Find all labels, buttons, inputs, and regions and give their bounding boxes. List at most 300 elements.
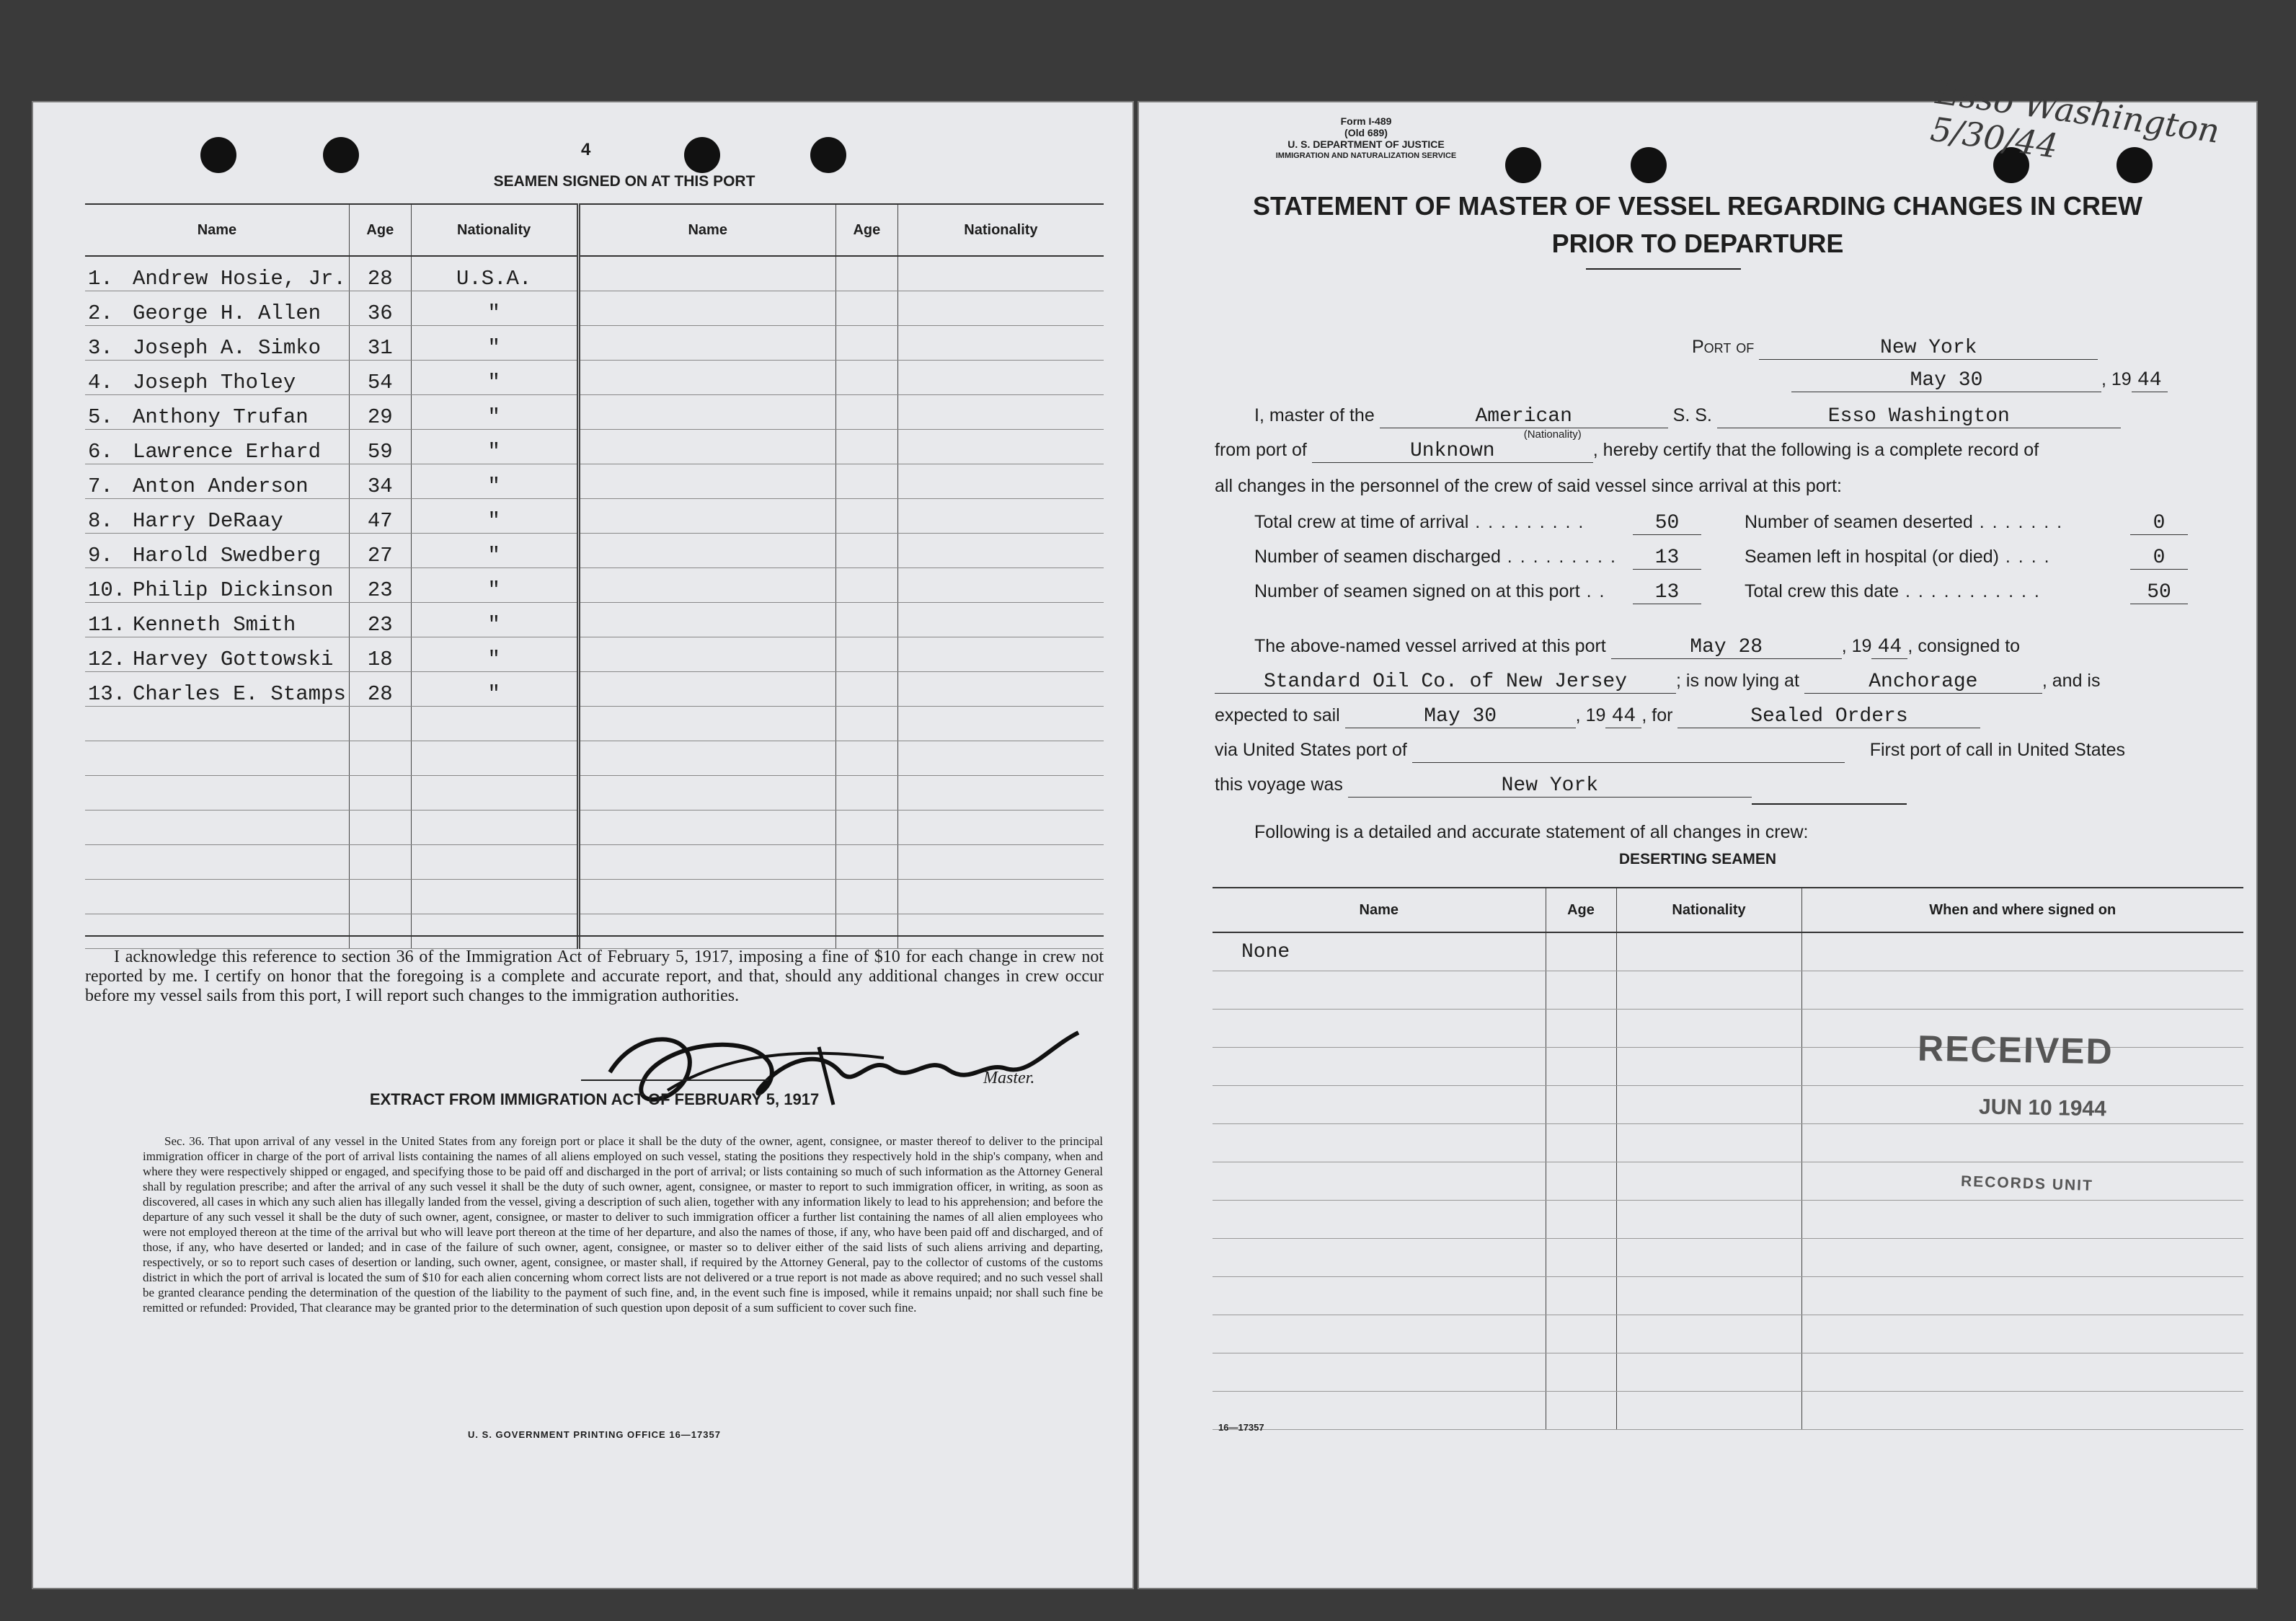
seaman-name-text: George H. Allen: [133, 301, 322, 325]
seaman-age-2: [835, 361, 897, 395]
des-age: [1546, 1010, 1616, 1048]
seaman-name: [85, 568, 349, 603]
des-signed-on: [1801, 1239, 2243, 1277]
row-number: 2.: [88, 301, 113, 325]
via-label: via United States port of: [1215, 740, 1407, 760]
seaman-age: [349, 880, 411, 914]
seaman-age: 59: [349, 430, 411, 464]
des-age: [1546, 971, 1616, 1010]
seaman-nationality: [411, 880, 578, 914]
seaman-age-2: [835, 603, 897, 637]
seaman-nationality-2: [897, 741, 1104, 776]
seaman-age-2: [835, 395, 897, 430]
first-port-label: First port of call in United States: [1869, 740, 2126, 760]
seaman-age: 28: [349, 256, 411, 291]
seaman-name-2: [578, 637, 835, 672]
seaman-age: [349, 741, 411, 776]
deserting-table: [1213, 887, 2243, 1430]
seaman-nationality-2: [897, 707, 1104, 741]
row-number: 3.: [88, 336, 113, 360]
table-row: [1213, 1277, 2243, 1315]
des-nationality: [1616, 1086, 1801, 1124]
seaman-name: [85, 741, 349, 776]
seaman-name: [85, 603, 349, 637]
deserted-label: Number of seamen deserted: [1745, 512, 1973, 532]
des-nationality: [1616, 1392, 1801, 1430]
seaman-name: [85, 326, 349, 361]
form-old-number: (Old 689): [1344, 127, 1388, 138]
seaman-age: 54: [349, 361, 411, 395]
seaman-nationality-2: [897, 534, 1104, 568]
extract-text: Sec. 36. That upon arrival of any vessel in the United States from any foreign port or place it shall be the duty of the owner, agent, consignee, or master thereof to deliver to the principal immigration officer in charge of the port of arrival lists containing the names of all aliens employed on such vessel, stating the positions they respectively hold in the ship's company, when and where they were respectively shipped or engaged, and specifying those to be paid off and discharged in the port of arrival; or lists containing so much of such information as the Attorney General shall by regulation prescribe; and after the arrival of any such vessel it shall be the duty of such owner, agent, consignee, or master to report to such immigration officer, in writing, as soon as discovered, all cases in which any such alien has illegally landed from the vessel, giving a description of such alien, together with any information likely to lead to his apprehension; and before the departure of any such vessel it shall be the duty of such owner, agent, consignee, or master to deliver to such immigration officer a further list containing the names of all alien employees who were not employed thereon at the time of the arrival but who will leave port thereon at the time of her departure, and also the names of those, if any, who have been paid off and discharged, and of those, if any, who have deserted or landed; and in case of the failure of such owner, agent, consignee, or master so to deliver either of the said lists of such aliens arriving and departing, respectively, or so to report such cases of desertion or landing, such owner, agent, consignee, or master shall, if required by the Attorney General, pay to the collector of customs of the customs district in which the port of arrival is located the sum of $10 for each alien concerning whom correct lists are not delivered or a true report is not made as above required; and no such vessel shall be granted clearance pending the determination of the question of the liability to the payment of such fine, and, in the event such fine is imposed, while it remains unpaid; nor shall such fine be remitted or refunded: Provided, That clearance may be granted prior to the determination of such question upon deposit of a sum sufficient to cover such fine.: [143, 1134, 1103, 1315]
arrived-year-prefix: 19: [1851, 636, 1872, 656]
seaman-age-2: [835, 637, 897, 672]
seaman-name-2: [578, 776, 835, 810]
seaman-name: [85, 914, 349, 949]
seaman-nationality-2: [897, 880, 1104, 914]
seaman-nationality-2: [897, 326, 1104, 361]
form-number: Form I-489: [1340, 115, 1392, 127]
seaman-name-2: [578, 499, 835, 534]
des-col-signed-on: When and where signed on: [1801, 888, 2243, 932]
seaman-nationality: [411, 707, 578, 741]
seaman-age-2: [835, 776, 897, 810]
des-age: [1546, 1124, 1616, 1162]
table-row: [85, 534, 1104, 568]
des-age: [1546, 1392, 1616, 1430]
date-value: May 30: [1791, 369, 2101, 392]
table-row: [85, 326, 1104, 361]
col-header-name-2: Name: [578, 204, 835, 256]
des-name: [1213, 1353, 1546, 1392]
row-number: 7.: [88, 474, 113, 498]
seaman-name-text: Harvey Gottowski: [133, 648, 334, 671]
deserting-title: DESERTING SEAMEN: [1618, 851, 1777, 867]
year-prefix: 19: [2111, 369, 2132, 389]
right-page: Form I-489 (Old 689) U. S. DEPARTMENT OF JUSTICE IMMIGRATION AND NATURALIZATION SERVICE Esso Washington 5/30/44 STATEMENT OF MASTER OF VESSEL REGARDING CHANGES IN CREW PRIOR TO DEPARTURE Port of New York May 30 , 19 44 I, master of the American (Nationality) S. S. Esso Washington from port of Unknown , hereby certify that the following is a complete record of all changes in the personnel of the crew of said vessel since arrival at this port: Total crew at time of arrival . . . . . . . . . 50 Number of seamen discharged . . . . . . . . . 13 Number of seamen signed on at this port . . 13 Number of seamen deserted . . . . . . . 0 Seamen left in hospital (or died) . . . . 0 Total crew this date . . . . . . . . . . . 50 The above-named vessel arrived at this port May 28 , 19 44 , consigned to Standard Oil Co. of New Jersey ; is now lying at Anchorage , and is expected to sail May 30 , 19 44 , for Sealed Orders via United States port of First port of call in United States this voyage was New York Following is a detailed and accurate statement of all changes in crew: DESERTING SEAMEN Name Age Nationality When and where signed on None RECEIVED JUN 10 1944 RECORDS UNIT 16—17357: [1138, 101, 2258, 1589]
for-label: , for: [1641, 705, 1673, 725]
seaman-name-2: [578, 810, 835, 845]
seaman-nationality-2: [897, 361, 1104, 395]
seaman-nationality-2: [897, 464, 1104, 499]
des-col-age: Age: [1546, 888, 1616, 932]
table-row: [85, 707, 1104, 741]
des-name: [1213, 1315, 1546, 1353]
row-number: 10.: [88, 578, 126, 602]
seaman-name-2: [578, 326, 835, 361]
seaman-nationality-2: [897, 395, 1104, 430]
seaman-name-2: [578, 464, 835, 499]
table-row: [1213, 1315, 2243, 1353]
table-row: [85, 568, 1104, 603]
seaman-name-2: [578, 291, 835, 326]
stamp-unit: RECORDS UNIT: [1960, 1172, 2094, 1195]
seaman-nationality: ": [411, 637, 578, 672]
col-header-nationality: Nationality: [411, 204, 578, 256]
arrived-value: May 28: [1611, 636, 1842, 659]
and-is-label: , and is: [2042, 671, 2101, 691]
des-signed-on: [1801, 1315, 2243, 1353]
table-row: [85, 395, 1104, 430]
table-row: [85, 741, 1104, 776]
col-header-age-2: Age: [835, 204, 897, 256]
seaman-nationality: ": [411, 326, 578, 361]
left-page-title: SEAMEN SIGNED ON AT THIS PORT: [493, 173, 755, 190]
row-number: 9.: [88, 544, 113, 567]
seaman-nationality: ": [411, 603, 578, 637]
seaman-nationality-2: [897, 672, 1104, 707]
des-signed-on: [1801, 1392, 2243, 1430]
total-crew-arrival: 50: [1633, 512, 1701, 535]
seaman-age-2: [835, 464, 897, 499]
seaman-name-2: [578, 603, 835, 637]
punch-hole: [1505, 147, 1541, 183]
total-today-label: Total crew this date: [1745, 581, 1899, 601]
des-signed-on: [1801, 1124, 2243, 1162]
punch-hole: [323, 137, 359, 173]
seaman-age: [349, 914, 411, 949]
seaman-name-2: [578, 361, 835, 395]
total-crew-arrival-label: Total crew at time of arrival: [1254, 512, 1469, 532]
seaman-nationality: ": [411, 291, 578, 326]
expected-label: expected to sail: [1215, 705, 1340, 725]
des-nationality: [1616, 1124, 1801, 1162]
certify-text: , hereby certify that the following is a complete record of: [1592, 440, 2039, 460]
left-page: [32, 101, 1134, 1589]
port-value: New York: [1759, 337, 2098, 360]
from-port-value: Unknown: [1312, 440, 1593, 463]
seaman-name: [85, 256, 349, 291]
seaman-age: 36: [349, 291, 411, 326]
seaman-age-2: [835, 291, 897, 326]
table-row: [1213, 1239, 2243, 1277]
table-row: [1213, 1353, 2243, 1392]
nationality-value: [1380, 405, 1668, 441]
form-header: [1247, 115, 1485, 162]
year-value: 44: [2132, 369, 2168, 392]
row-number: 8.: [88, 509, 113, 533]
des-age: [1546, 1239, 1616, 1277]
seaman-name: [85, 845, 349, 880]
des-nationality: [1616, 1277, 1801, 1315]
des-name: [1213, 1048, 1546, 1086]
seaman-name-2: [578, 914, 835, 949]
seaman-name-text: Lawrence Erhard: [133, 440, 322, 464]
seaman-age-2: [835, 810, 897, 845]
seaman-nationality: ": [411, 568, 578, 603]
des-col-name: Name: [1213, 888, 1546, 932]
des-name: [1213, 1239, 1546, 1277]
seaman-nationality: [411, 845, 578, 880]
seaman-nationality-2: [897, 291, 1104, 326]
des-nationality: [1616, 932, 1801, 971]
seaman-age: [349, 810, 411, 845]
seaman-name: [85, 464, 349, 499]
seaman-nationality: [411, 810, 578, 845]
des-name: [1213, 1162, 1546, 1201]
seaman-nationality: ": [411, 430, 578, 464]
des-nationality: [1616, 1353, 1801, 1392]
des-age: [1546, 1201, 1616, 1239]
row-number: 13.: [88, 682, 126, 706]
seaman-age-2: [835, 430, 897, 464]
table-row: [85, 603, 1104, 637]
table-row: [85, 464, 1104, 499]
table-row: [85, 499, 1104, 534]
right-footer: 16—17357: [1218, 1422, 1264, 1433]
seaman-age: 23: [349, 568, 411, 603]
seaman-name-2: [578, 534, 835, 568]
table-row: [85, 776, 1104, 810]
form-title: [1139, 187, 2256, 262]
des-nationality: [1616, 1048, 1801, 1086]
seaman-nationality: [411, 741, 578, 776]
consigned-label: , consigned to: [1907, 636, 2021, 656]
seaman-name-text: Anthony Trufan: [133, 405, 309, 429]
seaman-age: [349, 776, 411, 810]
expected-year: 44: [1605, 705, 1641, 728]
stamp-date: JUN 10 1944: [1978, 1095, 2107, 1121]
punch-hole: [684, 137, 720, 173]
via-value: [1412, 740, 1845, 763]
table-row: [85, 914, 1104, 949]
des-name: [1213, 1201, 1546, 1239]
master-prefix: I, master of the: [1254, 405, 1375, 425]
seaman-nationality: ": [411, 499, 578, 534]
department: U. S. DEPARTMENT OF JUSTICE: [1287, 138, 1445, 150]
seaman-name: [85, 810, 349, 845]
des-name: [1213, 971, 1546, 1010]
seaman-nationality: [411, 776, 578, 810]
row-number: 5.: [88, 405, 113, 429]
seaman-age-2: [835, 499, 897, 534]
des-signed-on: [1801, 1201, 2243, 1239]
seaman-age: 31: [349, 326, 411, 361]
des-signed-on: [1801, 1353, 2243, 1392]
des-age: [1546, 1353, 1616, 1392]
table-row: [85, 880, 1104, 914]
col-header-name: Name: [85, 204, 349, 256]
punch-hole: [200, 137, 236, 173]
seaman-name-2: [578, 430, 835, 464]
changes-text: all changes in the personnel of the crew of said vessel since arrival at this port:: [1215, 476, 1842, 496]
seaman-age-2: [835, 568, 897, 603]
seaman-name: [85, 499, 349, 534]
arrived-year: 44: [1871, 636, 1907, 659]
port-label: Port of: [1692, 337, 1755, 357]
seaman-name-2: [578, 741, 835, 776]
des-signed-on: [1801, 1277, 2243, 1315]
des-age: [1546, 1277, 1616, 1315]
acknowledgement-text: I acknowledge this reference to section 36 of the Immigration Act of February 5, 1917, imposing a fine of $10 for each change in crew not reported by me. I certify on honor that the foregoing is a complete and accurate report, and that, should any additional changes in crew occur before my vessel sails from this port, I will report such changes to the immigration authorities.: [85, 948, 1104, 1005]
seaman-name: [85, 361, 349, 395]
seaman-name-text: Charles E. Stamps: [133, 682, 346, 706]
des-col-nationality: Nationality: [1616, 888, 1801, 932]
table-row: [1213, 932, 2243, 971]
row-number: 1.: [88, 267, 113, 291]
table-row: [1213, 1392, 2243, 1430]
seaman-nationality-2: [897, 845, 1104, 880]
signed-on-label: Number of seamen signed on at this port: [1254, 581, 1580, 601]
row-number: 11.: [88, 613, 126, 637]
form-title-line-1: STATEMENT OF MASTER OF VESSEL REGARDING CHANGES IN CREW: [1252, 191, 2143, 221]
discharged-label: Number of seamen discharged: [1254, 547, 1501, 567]
handwritten-note: Esso Washington 5/30/44: [1928, 72, 2222, 166]
voyage-value: New York: [1348, 774, 1752, 798]
seaman-age: 28: [349, 672, 411, 707]
seaman-name-text: Harry DeRaay: [133, 509, 283, 533]
seaman-name-text: Joseph Tholey: [133, 371, 296, 394]
seaman-name: [85, 430, 349, 464]
seaman-age-2: [835, 741, 897, 776]
for-value: Sealed Orders: [1677, 705, 1980, 728]
seaman-name: [85, 534, 349, 568]
table-row: [85, 361, 1104, 395]
hospital-value: 0: [2130, 547, 2188, 570]
des-name: [1213, 1010, 1546, 1048]
table-row: [1213, 971, 2243, 1010]
seaman-name-2: [578, 256, 835, 291]
seaman-age: 34: [349, 464, 411, 499]
form-title-line-2: PRIOR TO DEPARTURE: [1551, 229, 1844, 258]
seaman-name: [85, 395, 349, 430]
seaman-nationality-2: [897, 568, 1104, 603]
seaman-nationality: ": [411, 361, 578, 395]
seaman-name-text: Andrew Hosie, Jr.: [133, 267, 346, 291]
discharged-value: 13: [1633, 547, 1701, 570]
seaman-name-2: [578, 672, 835, 707]
seaman-nationality: ": [411, 395, 578, 430]
des-signed-on: [1801, 932, 2243, 971]
seamen-table: [85, 203, 1104, 949]
total-today-value: 50: [2130, 581, 2188, 604]
seaman-age-2: [835, 880, 897, 914]
following-text: Following is a detailed and accurate statement of all changes in crew:: [1254, 822, 1809, 842]
des-name: [1213, 1124, 1546, 1162]
seaman-name: [85, 291, 349, 326]
seaman-name-text: Joseph A. Simko: [133, 336, 322, 360]
seaman-name-2: [578, 395, 835, 430]
seaman-age-2: [835, 845, 897, 880]
seaman-nationality-2: [897, 430, 1104, 464]
lying-label: ; is now lying at: [1676, 671, 1799, 691]
des-age: [1546, 1315, 1616, 1353]
extract-title: EXTRACT FROM IMMIGRATION ACT OF FEBRUARY 5, 1917: [369, 1090, 820, 1108]
des-name: None: [1213, 932, 1546, 971]
table-row: [85, 430, 1104, 464]
seaman-nationality-2: [897, 603, 1104, 637]
des-age: [1546, 1162, 1616, 1201]
seaman-nationality-2: [897, 637, 1104, 672]
seaman-name: [85, 707, 349, 741]
seaman-age-2: [835, 534, 897, 568]
expected-year-prefix: 19: [1585, 705, 1606, 725]
seaman-name: [85, 880, 349, 914]
des-nationality: [1616, 1315, 1801, 1353]
seaman-nationality: U.S.A.: [411, 256, 578, 291]
nationality-text: American: [1475, 405, 1572, 428]
des-name: [1213, 1086, 1546, 1124]
seaman-name: [85, 637, 349, 672]
row-number: 12.: [88, 648, 126, 671]
table-row: [85, 256, 1104, 291]
seaman-nationality-2: [897, 499, 1104, 534]
des-nationality: [1616, 1201, 1801, 1239]
from-port-label: from port of: [1215, 440, 1307, 460]
seaman-age: 29: [349, 395, 411, 430]
master-label: Master.: [983, 1069, 1035, 1087]
des-signed-on: [1801, 971, 2243, 1010]
seaman-name-text: Kenneth Smith: [133, 613, 296, 637]
des-age: [1546, 932, 1616, 971]
seaman-name: [85, 776, 349, 810]
seaman-age: [349, 845, 411, 880]
seaman-age: [349, 707, 411, 741]
punch-hole: [1631, 147, 1667, 183]
seaman-age: 27: [349, 534, 411, 568]
expected-value: May 30: [1345, 705, 1576, 728]
service: IMMIGRATION AND NATURALIZATION SERVICE: [1275, 151, 1457, 160]
deserted-value: 0: [2130, 512, 2188, 535]
table-row: [85, 637, 1104, 672]
row-number: 4.: [88, 371, 113, 394]
row-number: 6.: [88, 440, 113, 464]
signed-on-value: 13: [1633, 581, 1701, 604]
seaman-nationality-2: [897, 256, 1104, 291]
seaman-name-text: Anton Anderson: [133, 474, 309, 498]
arrived-label: The above-named vessel arrived at this port: [1254, 636, 1606, 656]
des-age: [1546, 1086, 1616, 1124]
table-row: [85, 845, 1104, 880]
table-row: [85, 810, 1104, 845]
col-header-age: Age: [349, 204, 411, 256]
seaman-age: 47: [349, 499, 411, 534]
des-name: [1213, 1277, 1546, 1315]
seaman-age-2: [835, 256, 897, 291]
seaman-nationality: ": [411, 672, 578, 707]
des-nationality: [1616, 1239, 1801, 1277]
seaman-name-2: [578, 880, 835, 914]
nationality-caption: (Nationality): [1523, 428, 1582, 441]
table-row: [1213, 1201, 2243, 1239]
hospital-label: Seamen left in hospital (or died): [1745, 547, 1999, 567]
vessel-name: Esso Washington: [1717, 405, 2121, 428]
col-header-nationality-2: Nationality: [897, 204, 1104, 256]
seaman-age: 18: [349, 637, 411, 672]
consignee-value: Standard Oil Co. of New Jersey: [1215, 671, 1676, 694]
seaman-age: 23: [349, 603, 411, 637]
ss-label: S. S.: [1672, 405, 1712, 425]
seaman-nationality-2: [897, 776, 1104, 810]
seaman-nationality: [411, 914, 578, 949]
des-nationality: [1616, 971, 1801, 1010]
seaman-name-text: Harold Swedberg: [133, 544, 322, 567]
table-row: [85, 672, 1104, 707]
left-footer: U. S. GOVERNMENT PRINTING OFFICE 16—17357: [468, 1429, 721, 1440]
lying-value: Anchorage: [1804, 671, 2042, 694]
received-stamp: RECEIVED: [1917, 1028, 2114, 1072]
seaman-name: [85, 672, 349, 707]
des-nationality: [1616, 1162, 1801, 1201]
seaman-nationality: ": [411, 464, 578, 499]
table-row: [85, 291, 1104, 326]
punch-hole: [810, 137, 846, 173]
seaman-nationality-2: [897, 914, 1104, 949]
page-number: 4: [581, 140, 591, 159]
seaman-name-text: Philip Dickinson: [133, 578, 334, 602]
voyage-label: this voyage was: [1215, 774, 1343, 795]
seaman-name-2: [578, 707, 835, 741]
